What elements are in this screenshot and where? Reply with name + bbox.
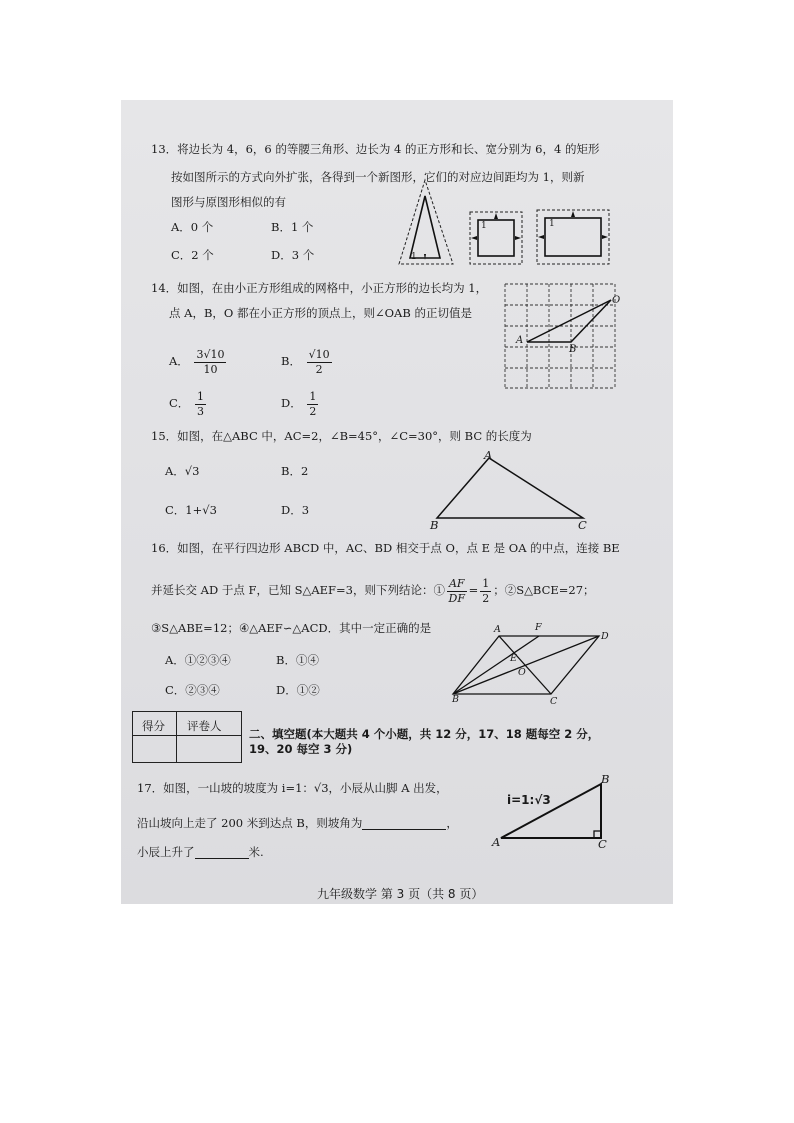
q14-point-a: A — [516, 335, 524, 346]
page-footer: 九年级数学 第 3 页（共 8 页） — [317, 887, 484, 901]
q17-line2 — [137, 818, 458, 830]
q16-line3: ③S△ABE=12；④△AEF∽△ACD．其中一定正确的是 — [151, 621, 432, 635]
q17-line1: 17．如图，一山坡的坡度为 i=1：√3，小辰从山脚 A 出发， — [137, 781, 448, 795]
q17-line2-text: 沿山坡向上走了 200 米到达点 B，则坡角为 — [137, 816, 363, 830]
q16-point-c: C — [550, 696, 558, 707]
q15-option-d: D．3 — [281, 503, 310, 517]
q17-point-c: C — [598, 837, 607, 851]
q16-option-a: A．①②③④ — [165, 653, 231, 667]
q16-line2 — [151, 578, 595, 604]
q15-option-c: C．1+√3 — [165, 503, 217, 517]
q16-point-e: E — [510, 653, 517, 664]
q17-answer-blank-angle[interactable] — [362, 829, 446, 830]
q16-half-denominator: 2 — [482, 591, 490, 605]
q13-line1: 13．将边长为 4，6，6 的等腰三角形、边长为 4 的正方形和长、宽分别为 6，4 的矩形 — [151, 142, 600, 156]
q16-ratio-denominator: DF — [448, 591, 465, 605]
q14-option-a-denominator: 10 — [203, 362, 218, 376]
q17-line3-end: 米. — [248, 845, 264, 859]
q13-fig-label-1: 1 — [411, 252, 417, 262]
q16-point-b: B — [452, 694, 459, 705]
q15-point-c: C — [578, 518, 587, 532]
q16-point-d: D — [601, 631, 609, 642]
q15-triangle-abc — [421, 454, 591, 524]
q13-figures — [397, 178, 617, 268]
q16-equals: = — [468, 583, 479, 598]
q14-option-c-denominator: 3 — [196, 404, 204, 418]
q14-point-o: O — [612, 295, 621, 306]
q14-option-a — [169, 349, 228, 375]
q14-option-b-label: B． — [281, 354, 301, 369]
q14-option-d-numerator: 1 — [309, 390, 317, 403]
q17-point-b: B — [601, 772, 610, 786]
q14-option-c — [169, 391, 208, 417]
q13-line3: 图形与原图形相似的有 — [171, 195, 286, 209]
q16-parallelogram-abcd — [447, 630, 603, 700]
q16-ratio-numerator: AF — [448, 577, 465, 590]
q16-point-o: O — [518, 667, 526, 678]
q16-line2-end: ；②S△BCE=27； — [493, 583, 595, 598]
q13-option-a: A．0 个 — [171, 220, 214, 234]
q15-option-a: A．√3 — [165, 464, 200, 478]
exam-page-photo — [121, 100, 673, 904]
q16-option-c: C．②③④ — [165, 683, 220, 697]
q14-option-d — [281, 391, 320, 417]
q14-point-b: B — [569, 344, 577, 355]
score-label: 得分 — [142, 719, 165, 733]
q14-option-c-label: C． — [169, 396, 190, 411]
q17-slope-figure — [497, 780, 607, 844]
q13-fig-label-2: 1 — [481, 221, 487, 231]
q14-option-b-denominator: 2 — [315, 362, 323, 376]
q17-slope-label: i=1:√3 — [507, 793, 551, 807]
q16-option-d: D．①② — [276, 683, 320, 697]
grader-label: 评卷人 — [187, 719, 222, 733]
q14-option-a-label: A． — [169, 354, 189, 369]
q16-line1: 16．如图，在平行四边形 ABCD 中，AC、BD 相交于点 O，点 E 是 OA 的中点，连接 BE — [151, 541, 620, 555]
q17-answer-blank-height[interactable] — [195, 858, 249, 859]
q14-option-c-numerator: 1 — [196, 390, 204, 403]
q13-option-b: B．1 个 — [271, 220, 314, 234]
q14-triangle-oab — [527, 300, 611, 342]
q16-half-numerator: 1 — [482, 577, 490, 590]
q17-line3-text: 小辰上升了 — [137, 845, 195, 859]
q14-option-d-label: D． — [281, 396, 302, 411]
q14-line2: 点 A，B，O 都在小正方形的顶点上，则∠OAB 的正切值是 — [169, 306, 472, 320]
q16-point-a: A — [494, 624, 501, 635]
q13-inner-triangle — [410, 196, 440, 258]
q13-option-c: C．2 个 — [171, 248, 214, 262]
section2-title: 二、填空题(本大题共 4 个小题，共 12 分，17、18 题每空 2 分， — [249, 727, 600, 741]
q15-option-b: B．2 — [281, 464, 309, 478]
q16-option-b: B．①④ — [276, 653, 319, 667]
q13-option-d: D．3 个 — [271, 248, 315, 262]
q13-outer-triangle — [399, 180, 453, 264]
q14-line1: 14．如图，在由小正方形组成的网格中，小正方形的边长均为 1， — [151, 281, 488, 295]
q13-fig-label-3: 1 — [549, 219, 555, 229]
q14-option-b-numerator: √10 — [308, 348, 330, 361]
q17-line3 — [137, 847, 264, 859]
section2-title-cont: 19、20 每空 3 分) — [249, 742, 353, 756]
q17-point-a: A — [492, 835, 501, 849]
q15-point-b: B — [430, 518, 439, 532]
q13-line2: 按如图所示的方式向外扩张，各得到一个新图形，它们的对应边间距均为 1，则新 — [171, 170, 585, 184]
score-table — [132, 711, 242, 763]
q14-option-d-denominator: 2 — [309, 404, 317, 418]
q16-line2-start: 并延长交 AD 于点 F，已知 S△AEF=3，则下列结论：① — [151, 583, 445, 598]
q15-point-a: A — [484, 448, 493, 462]
q14-option-a-numerator: 3√10 — [196, 348, 225, 361]
q16-point-f: F — [535, 622, 542, 633]
q14-option-b — [281, 349, 334, 375]
q17-line2-end: ， — [446, 816, 458, 830]
q15-line1: 15．如图，在△ABC 中，AC=2，∠B=45°，∠C=30°，则 BC 的长度为 — [151, 429, 532, 443]
